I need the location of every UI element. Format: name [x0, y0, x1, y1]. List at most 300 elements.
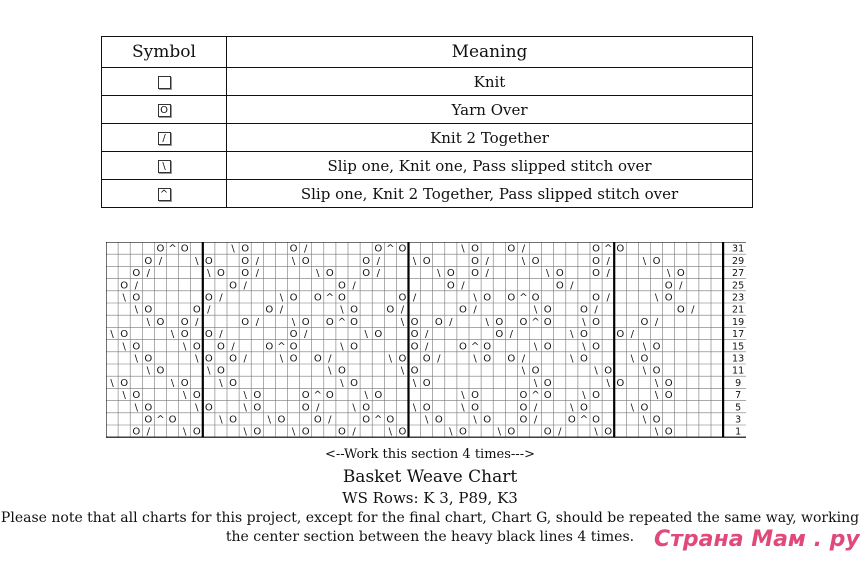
stitch-symbol: O	[543, 316, 552, 328]
stitch-symbol: O	[580, 402, 588, 414]
stitch-symbol: O	[398, 426, 407, 438]
stitch-symbol: \	[146, 316, 151, 328]
header-symbol: Symbol	[102, 37, 227, 68]
stitch-symbol: \	[146, 365, 151, 377]
stitch-symbol: O	[241, 243, 250, 255]
stitch-symbol: O	[507, 353, 516, 365]
stitch-symbol: \	[170, 329, 175, 341]
stitch-symbol: /	[279, 304, 284, 316]
stitch-symbol: \	[195, 353, 199, 365]
stitch-symbol: O	[156, 316, 165, 328]
stitch-symbol: /	[400, 304, 405, 316]
stitch-symbol: O	[555, 280, 564, 292]
stitch-symbol: O	[519, 414, 528, 426]
stitch-symbol: /	[146, 268, 151, 280]
stitch-symbol: \	[219, 414, 223, 426]
stitch-symbol: O	[325, 268, 334, 280]
stitch-symbol: \	[243, 390, 247, 402]
project-note-line-2: the center section between the heavy black lines 4 times.	[225, 529, 635, 545]
stitch-symbol: /	[255, 316, 259, 328]
knit-symbol	[158, 76, 171, 89]
stitch-symbol: \	[654, 292, 659, 304]
stitch-symbol: \	[412, 255, 417, 267]
row-number: 25	[732, 280, 745, 292]
stitch-symbol: ^	[325, 292, 335, 304]
stitch-symbol: O	[144, 402, 153, 414]
stitch-symbol: O	[350, 316, 358, 328]
stitch-symbol: \	[654, 426, 659, 438]
stitch-symbol: O	[664, 377, 673, 389]
stitch-symbol: O	[180, 377, 189, 389]
stitch-symbol: \	[654, 377, 659, 389]
stitch-symbol: \	[316, 268, 320, 280]
stitch-symbol: \	[582, 341, 586, 353]
row-number: 1	[735, 426, 742, 438]
stitch-symbol: O	[543, 426, 552, 438]
watermark-logo: Страна Мам . ру	[654, 527, 860, 552]
stitch-symbol: O	[652, 341, 661, 353]
stitch-symbol: O	[301, 390, 310, 402]
row-number: 29	[732, 255, 745, 267]
stitch-symbol: O	[640, 316, 649, 328]
stitch-symbol: \	[207, 365, 211, 377]
stitch-symbol: \	[521, 255, 526, 267]
stitch-symbol: /	[558, 426, 562, 438]
stitch-symbol: O	[229, 353, 237, 365]
stitch-symbol: \	[388, 353, 393, 365]
stitch-symbol: /	[594, 304, 598, 316]
stitch-symbol: \	[134, 402, 138, 414]
stitch-symbol: \	[642, 365, 647, 377]
stitch-symbol: O	[434, 316, 443, 328]
row-number: 11	[732, 365, 745, 377]
stitch-symbol: O	[652, 365, 661, 377]
stitch-symbol: O	[362, 255, 371, 267]
stitch-symbol: O	[180, 329, 189, 341]
stitch-symbol: \	[461, 390, 465, 402]
stitch-symbol: ^	[168, 243, 177, 255]
stitch-symbol: O	[640, 402, 649, 414]
stitch-symbol: ^	[579, 414, 589, 426]
stitch-symbol: O	[676, 304, 685, 316]
stitch-symbol: /	[328, 353, 332, 365]
stitch-symbol: \	[122, 390, 126, 402]
stitch-symbol: O	[156, 365, 165, 377]
stitch-symbol: O	[313, 353, 322, 365]
stitch-symbol: O	[120, 280, 129, 292]
stitch-symbol: \	[291, 426, 296, 438]
stitch-symbol: /	[485, 255, 489, 267]
stitch-symbol: O	[543, 390, 552, 402]
row-number: 23	[732, 292, 745, 304]
stitch-symbol: O	[301, 316, 310, 328]
stitch-symbol: O	[386, 304, 395, 316]
stitch-symbol: /	[606, 255, 610, 267]
stitch-symbol: ^	[313, 390, 322, 402]
stitch-symbol: /	[219, 329, 223, 341]
stitch-symbol: /	[352, 280, 356, 292]
stitch-symbol: O	[531, 365, 540, 377]
stitch-symbol: O	[301, 255, 310, 267]
stitch-symbol: O	[253, 390, 262, 402]
stitch-symbol: O	[120, 377, 129, 389]
stitch-symbol: O	[144, 255, 153, 267]
legend-meaning: Knit	[227, 68, 753, 96]
legend-row-skp	[102, 152, 753, 180]
stitch-symbol: \	[243, 426, 247, 438]
stitch-symbol: O	[350, 377, 358, 389]
stitch-symbol: O	[664, 292, 673, 304]
stitch-symbol: /	[509, 329, 514, 341]
stitch-symbol: /	[654, 316, 659, 328]
stitch-symbol: O	[325, 390, 334, 402]
stitch-symbol: /	[691, 304, 695, 316]
stitch-symbol: O	[543, 304, 552, 316]
stitch-symbol: O	[338, 292, 346, 304]
stitch-symbol: O	[664, 280, 673, 292]
stitch-symbol: O	[446, 280, 455, 292]
stitch-symbol: \	[412, 402, 417, 414]
row-number: 7	[735, 390, 742, 402]
stitch-symbol: O	[374, 243, 383, 255]
legend-row-sk2p	[102, 180, 753, 208]
stitch-symbol: \	[533, 377, 538, 389]
stitch-symbol: O	[362, 268, 371, 280]
stitch-symbol: O	[555, 268, 564, 280]
stitch-symbol: O	[459, 341, 467, 353]
stitch-symbol: O	[422, 377, 431, 389]
stitch-symbol: \	[182, 426, 187, 438]
stitch-symbol: \	[207, 268, 211, 280]
stitch-symbol: \	[219, 377, 223, 389]
stitch-symbol: O	[350, 341, 358, 353]
legend-row-yarn-over	[102, 96, 753, 124]
stitch-symbol: ^	[277, 341, 286, 353]
stitch-symbol: O	[495, 316, 504, 328]
stitch-symbol: O	[592, 341, 600, 353]
stitch-symbol: O	[604, 365, 613, 377]
stitch-symbol: \	[400, 365, 405, 377]
stitch-symbol: O	[253, 402, 262, 414]
stitch-symbol: /	[485, 268, 489, 280]
stitch-symbol: O	[507, 243, 516, 255]
stitch-symbol: \	[267, 414, 272, 426]
stitch-symbol: O	[531, 292, 540, 304]
stitch-symbol: O	[459, 426, 467, 438]
stitch-symbol: O	[374, 329, 383, 341]
k2tog-symbol: /	[158, 132, 171, 145]
row-number: 31	[732, 243, 745, 255]
stitch-symbol: /	[376, 255, 380, 267]
stitch-symbol: O	[204, 353, 213, 365]
stitch-symbol: O	[543, 341, 552, 353]
stitch-symbol: O	[567, 414, 576, 426]
stitch-symbol: ^	[386, 243, 395, 255]
stitch-symbol: \	[340, 341, 344, 353]
stitch-symbol: O	[398, 353, 407, 365]
stitch-symbol: O	[241, 316, 250, 328]
stitch-symbol: \	[243, 402, 247, 414]
stitch-symbol: O	[204, 255, 213, 267]
stitch-symbol: O	[616, 329, 625, 341]
stitch-symbol: O	[144, 304, 153, 316]
stitch-symbol: O	[180, 243, 189, 255]
stitch-symbol: O	[277, 414, 286, 426]
stitch-symbol: \	[182, 390, 187, 402]
stitch-symbol: O	[301, 426, 310, 438]
header-meaning: Meaning	[227, 37, 753, 68]
stitch-symbol: O	[592, 292, 600, 304]
row-number: 21	[732, 304, 745, 316]
stitch-symbol: /	[606, 292, 610, 304]
stitch-symbol: \	[437, 268, 441, 280]
stitch-symbol: O	[483, 353, 492, 365]
stitch-symbol: \	[364, 329, 368, 341]
stitch-symbol: \	[449, 426, 453, 438]
stitch-symbol: \	[364, 390, 368, 402]
stitch-symbol: O	[519, 390, 528, 402]
stitch-symbol: O	[313, 414, 322, 426]
stitch-symbol: \	[473, 353, 477, 365]
stitch-symbol: \	[642, 255, 647, 267]
stitch-symbol: \	[630, 353, 635, 365]
stitch-symbol: /	[303, 329, 308, 341]
stitch-symbol: O	[289, 243, 298, 255]
stitch-symbol: \	[195, 255, 199, 267]
stitch-symbol: /	[316, 402, 320, 414]
stitch-symbol: O	[471, 243, 479, 255]
stitch-symbol: \	[122, 292, 126, 304]
row-number: 13	[732, 353, 745, 365]
stitch-symbol: O	[325, 316, 334, 328]
stitch-symbol: O	[192, 426, 201, 438]
stitch-symbol: O	[592, 255, 600, 267]
stitch-symbol: O	[664, 390, 673, 402]
stitch-symbol: ^	[337, 316, 347, 328]
row-number: 17	[732, 329, 745, 341]
stitch-symbol: /	[134, 280, 138, 292]
stitch-symbol: \	[340, 377, 344, 389]
basket-weave-chart	[106, 242, 746, 438]
stitch-symbol: O	[471, 390, 479, 402]
stitch-symbol: O	[217, 365, 225, 377]
legend-row-knit	[102, 68, 753, 96]
stitch-symbol: \	[352, 402, 356, 414]
legend-meaning: Knit 2 Together	[227, 124, 753, 152]
stitch-symbol: O	[132, 426, 141, 438]
stitch-symbol: O	[289, 329, 298, 341]
stitch-symbol: \	[654, 390, 659, 402]
stitch-symbol: \	[533, 341, 538, 353]
stitch-symbol: /	[449, 316, 453, 328]
stitch-symbol: \	[545, 268, 550, 280]
stitch-symbol: /	[533, 402, 538, 414]
stitch-symbol: /	[243, 280, 247, 292]
stitch-symbol: \	[122, 341, 126, 353]
stitch-symbol: O	[483, 414, 492, 426]
stitch-symbol: \	[473, 414, 477, 426]
stitch-symbol: \	[291, 316, 296, 328]
project-note-line-1: Please note that all charts for this project, except for the final chart, Chart G, should be repeated the same way, working	[0, 510, 860, 526]
stitch-symbol: O	[616, 243, 625, 255]
stitch-symbol: ^	[470, 341, 480, 353]
stitch-symbol: O	[168, 414, 177, 426]
stitch-symbol: \	[231, 243, 235, 255]
stitch-symbol: O	[229, 377, 237, 389]
stitch-symbol: O	[229, 280, 237, 292]
stitch-symbol: O	[434, 414, 443, 426]
stitch-symbol: O	[132, 341, 141, 353]
stitch-symbol: /	[255, 268, 259, 280]
stitch-symbol: O	[132, 390, 141, 402]
stitch-symbol: /	[473, 304, 477, 316]
stitch-symbol: O	[265, 341, 274, 353]
stitch-symbol: /	[424, 341, 429, 353]
stitch-symbol: /	[303, 243, 308, 255]
stitch-symbol: \	[570, 402, 574, 414]
stitch-symbol: O	[483, 292, 492, 304]
stitch-symbol: O	[459, 304, 467, 316]
stitch-symbol: O	[338, 365, 346, 377]
stitch-symbol: O	[398, 292, 407, 304]
row-number: 3	[735, 414, 742, 426]
stitch-symbol: O	[580, 304, 588, 316]
stitch-symbol: \	[328, 365, 332, 377]
repeat-section-note: <--Work this section 4 times--->	[325, 447, 535, 462]
stitch-symbol: /	[424, 329, 429, 341]
stitch-symbol: O	[604, 426, 613, 438]
stitch-symbol: /	[521, 353, 526, 365]
stitch-symbol: O	[362, 402, 371, 414]
stitch-symbol: /	[207, 304, 211, 316]
stitch-symbol: O	[313, 292, 322, 304]
stitch-symbol: O	[410, 365, 419, 377]
stitch-symbol: O	[289, 292, 298, 304]
stitch-symbol: O	[350, 304, 358, 316]
stitch-symbol: O	[204, 402, 213, 414]
stitch-symbol: /	[679, 280, 683, 292]
stitch-symbol: \	[182, 341, 187, 353]
stitch-symbol: O	[471, 255, 479, 267]
stitch-symbol: O	[265, 304, 274, 316]
ws-rows-note: WS Rows: K 3, P89, K3	[342, 489, 518, 507]
stitch-symbol: O	[640, 353, 649, 365]
stitch-symbol: O	[180, 316, 189, 328]
stitch-symbol: /	[461, 280, 465, 292]
stitch-symbol: O	[253, 426, 262, 438]
stitch-symbol: O	[132, 292, 141, 304]
legend-meaning: Slip one, Knit one, Pass slipped stitch over	[227, 152, 753, 180]
stitch-symbol: /	[255, 255, 259, 267]
stitch-symbol: \	[473, 292, 477, 304]
stitch-symbol: O	[422, 402, 431, 414]
stitch-symbol: /	[352, 426, 356, 438]
stitch-symbol: \	[424, 414, 429, 426]
stitch-symbol: O	[144, 353, 153, 365]
stitch-symbol: O	[410, 316, 419, 328]
stitch-symbol: \	[497, 426, 501, 438]
stitch-symbol: \	[485, 316, 489, 328]
stitch-symbol: \	[570, 329, 574, 341]
stitch-symbol: O	[192, 390, 201, 402]
stitch-symbol: O	[204, 329, 213, 341]
stitch-symbol: O	[338, 280, 346, 292]
stitch-symbol: /	[521, 243, 526, 255]
stitch-symbol: O	[580, 329, 588, 341]
stitch-symbol: O	[156, 243, 165, 255]
stitch-symbol: ^	[156, 414, 165, 426]
stitch-symbol: O	[592, 414, 600, 426]
stitch-symbol: /	[328, 414, 332, 426]
stitch-symbol: /	[146, 426, 151, 438]
stitch-symbol: O	[471, 402, 479, 414]
stitch-symbol: /	[533, 414, 538, 426]
legend-row-k2tog	[102, 124, 753, 152]
stitch-symbol: \	[134, 353, 138, 365]
stitch-symbol: O	[217, 341, 225, 353]
stitch-symbol: \	[461, 243, 465, 255]
stitch-symbol: \	[195, 402, 199, 414]
row-number: 27	[732, 268, 745, 280]
stitch-symbol: ^	[374, 414, 383, 426]
stitch-symbol: /	[231, 341, 235, 353]
stitch-symbol: \	[412, 377, 417, 389]
stitch-symbol: O	[580, 353, 588, 365]
stitch-symbol: O	[422, 353, 431, 365]
stitch-symbol: /	[243, 353, 247, 365]
stitch-symbol: O	[192, 341, 201, 353]
stitch-symbol: ^	[531, 316, 540, 328]
stitch-symbol: \	[582, 390, 586, 402]
stitch-symbol: O	[229, 414, 237, 426]
stitch-symbol: O	[374, 390, 383, 402]
stitch-symbol: O	[386, 414, 395, 426]
stitch-symbol: ^	[531, 390, 540, 402]
stitch-symbol: O	[289, 353, 298, 365]
row-number: 19	[732, 316, 745, 328]
stitch-symbol: O	[241, 268, 250, 280]
stitch-symbol: \	[461, 402, 465, 414]
stitch-symbol: \	[400, 316, 405, 328]
stitch-symbol: \	[340, 304, 344, 316]
chart-title: Basket Weave Chart	[342, 467, 518, 487]
legend-header-row	[102, 37, 753, 68]
stitch-symbol: O	[676, 268, 685, 280]
stitch-symbol: O	[144, 414, 153, 426]
stitch-symbol: /	[195, 316, 199, 328]
stitch-symbol: O	[519, 316, 528, 328]
stitch-symbol: O	[204, 292, 213, 304]
stitch-symbol: O	[362, 414, 371, 426]
stitch-symbol: /	[219, 292, 223, 304]
stitch-symbol: O	[301, 402, 310, 414]
stitch-symbol: O	[592, 243, 600, 255]
legend-meaning: Slip one, Knit 2 Together, Pass slipped stitch over	[227, 180, 753, 208]
stitch-symbol: O	[507, 292, 516, 304]
row-number: 5	[735, 402, 742, 414]
stitch-symbol: /	[606, 268, 610, 280]
stitch-symbol: \	[279, 292, 284, 304]
stitch-symbol: O	[507, 426, 516, 438]
stitch-symbol: \	[642, 341, 647, 353]
skp-symbol: \	[158, 160, 171, 173]
stitch-symbol: O	[543, 377, 552, 389]
stitch-symbol: O	[495, 329, 504, 341]
stitch-symbol: O	[592, 316, 600, 328]
stitch-symbol: \	[533, 304, 538, 316]
stitch-symbol: O	[531, 255, 540, 267]
stitch-symbol: \	[110, 329, 114, 341]
